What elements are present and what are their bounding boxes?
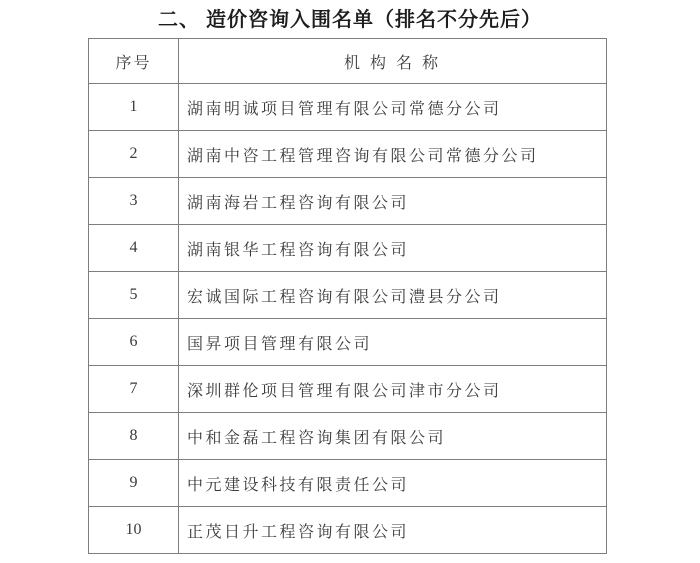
header-row xyxy=(89,39,607,84)
row-number: 2 xyxy=(89,131,179,178)
row-number: 4 xyxy=(89,225,179,272)
table-row xyxy=(89,413,607,460)
row-number: 9 xyxy=(89,460,179,507)
column-header-name: 机 构 名 称 xyxy=(179,39,607,84)
table-body xyxy=(89,84,607,554)
organization-name: 中和金磊工程咨询集团有限公司 xyxy=(179,413,607,460)
row-number: 7 xyxy=(89,366,179,413)
organization-name: 国昇项目管理有限公司 xyxy=(179,319,607,366)
row-number: 6 xyxy=(89,319,179,366)
table-row xyxy=(89,225,607,272)
organization-name: 正茂日升工程咨询有限公司 xyxy=(179,507,607,554)
organization-name: 湖南海岩工程咨询有限公司 xyxy=(179,178,607,225)
table-row xyxy=(89,319,607,366)
table-row xyxy=(89,84,607,131)
row-number: 10 xyxy=(89,507,179,554)
row-number: 1 xyxy=(89,84,179,131)
table-row xyxy=(89,507,607,554)
organization-name: 湖南中咨工程管理咨询有限公司常德分公司 xyxy=(179,131,607,178)
organization-name: 深圳群伦项目管理有限公司津市分公司 xyxy=(179,366,607,413)
organization-name: 宏诚国际工程咨询有限公司澧县分公司 xyxy=(179,272,607,319)
table-row xyxy=(89,178,607,225)
row-number: 5 xyxy=(89,272,179,319)
organization-name: 中元建设科技有限责任公司 xyxy=(179,460,607,507)
row-number: 8 xyxy=(89,413,179,460)
page-title: 二、 造价咨询入围名单（排名不分先后） xyxy=(158,9,542,31)
table-row xyxy=(89,366,607,413)
table-row xyxy=(89,272,607,319)
organization-name: 湖南明诚项目管理有限公司常德分公司 xyxy=(179,84,607,131)
shortlist-table xyxy=(88,38,607,554)
table-row xyxy=(89,131,607,178)
table-header xyxy=(89,39,607,84)
organization-name: 湖南银华工程咨询有限公司 xyxy=(179,225,607,272)
table-row xyxy=(89,460,607,507)
column-header-number: 序号 xyxy=(89,39,179,84)
row-number: 3 xyxy=(89,178,179,225)
